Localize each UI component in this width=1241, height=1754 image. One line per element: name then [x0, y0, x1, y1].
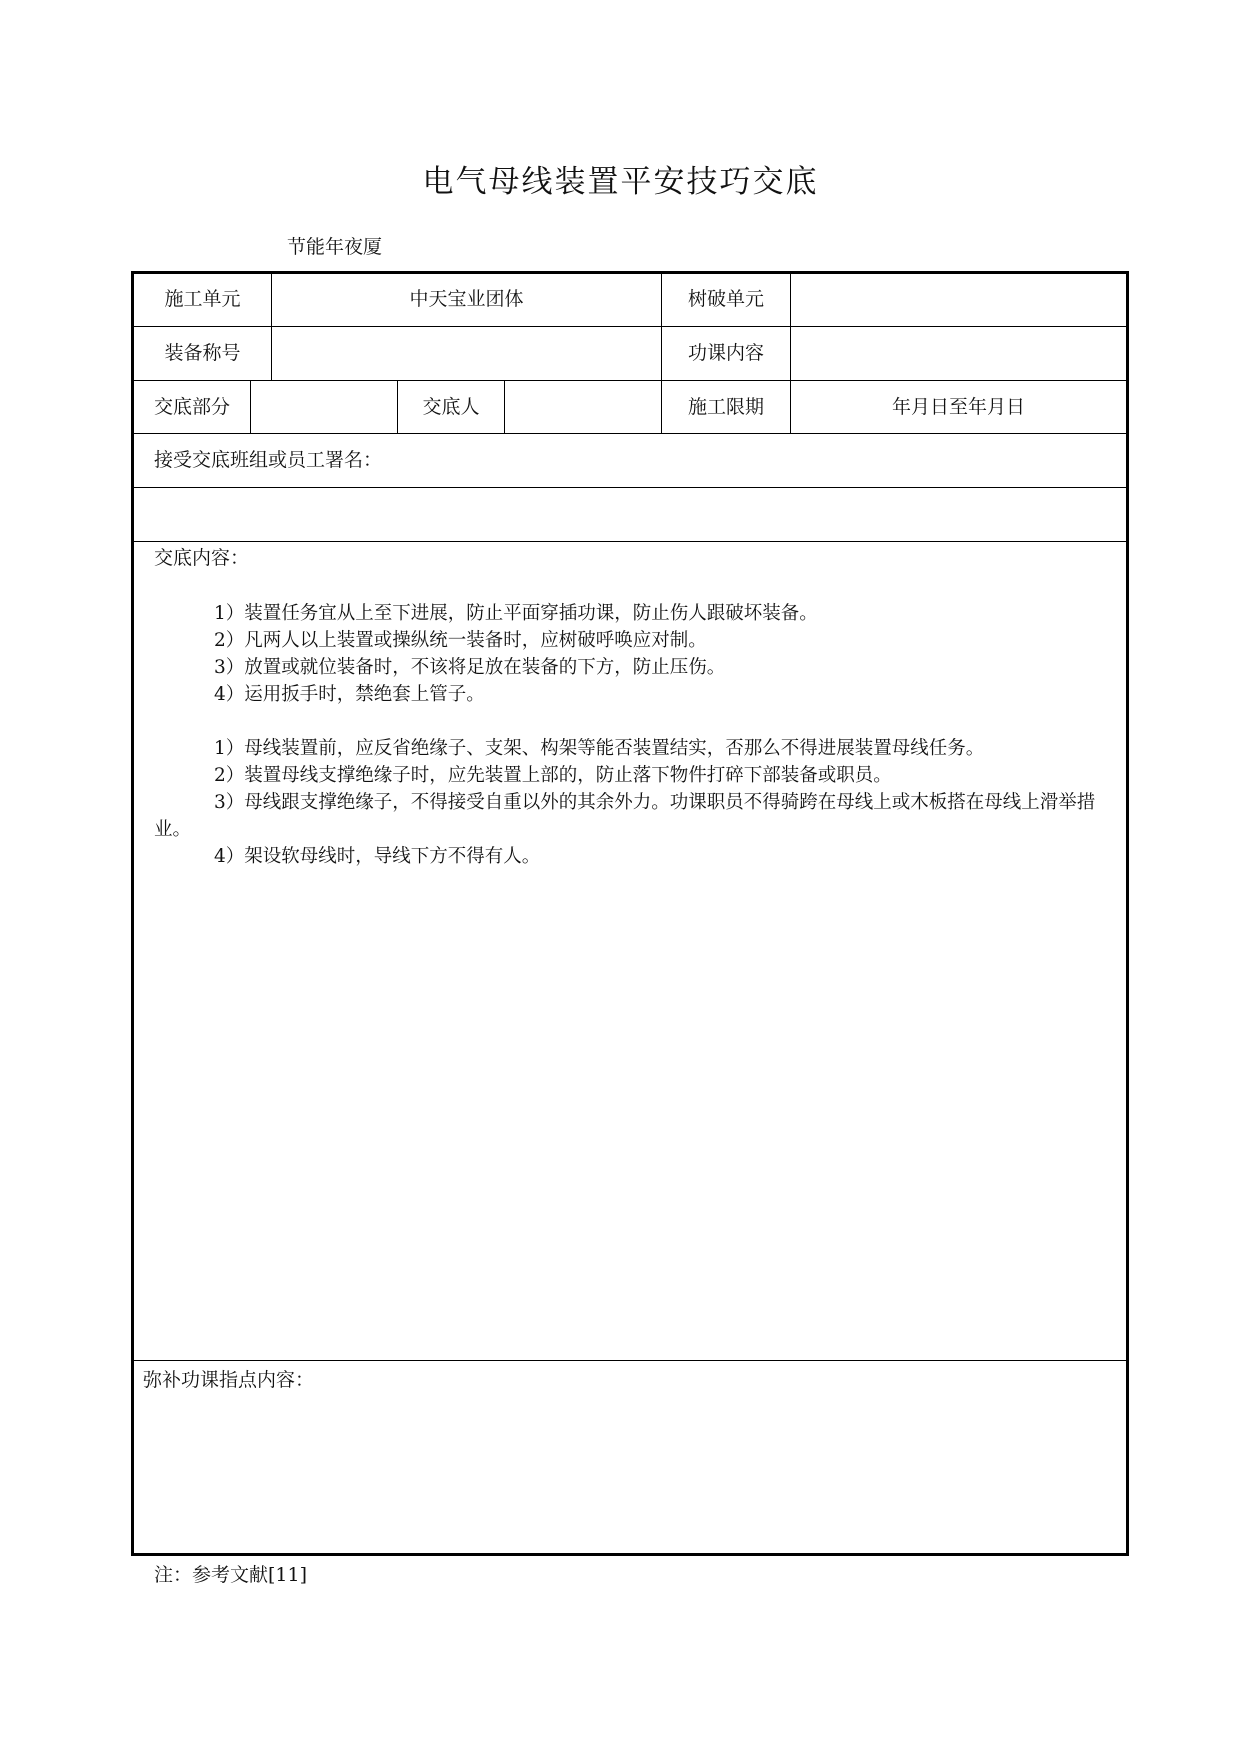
signature-area[interactable]	[134, 487, 1126, 541]
footnote: 注：参考文献[11]	[154, 1564, 308, 1586]
content-item: 2）凡两人以上装置或操纵统一装备时，应树破呼唤应对制。	[214, 630, 707, 651]
content-item: 4）架设软母线时，导线下方不得有人。	[214, 846, 541, 867]
construction-unit-value[interactable]: 中天宝业团体	[409, 288, 524, 310]
briefing-content-heading: 交底内容：	[154, 547, 250, 569]
project-name: 节能年夜厦	[287, 236, 383, 258]
content-item: 4）运用扳手时，禁绝套上管子。	[214, 684, 485, 705]
row-divider-6	[134, 1360, 1126, 1361]
supplementary-guidance-label: 弥补功课指点内容：	[143, 1369, 315, 1391]
briefing-content	[154, 548, 1104, 870]
briefing-person-value[interactable]	[505, 380, 661, 434]
content-item: 2）装置母线支撑绝缘子时，应先装置上部的，防止落下物件打碎下部装备或职员。	[214, 765, 892, 786]
construction-period-value[interactable]: 年月日至年月日	[891, 396, 1025, 418]
work-content-label: 功课内容	[687, 342, 764, 364]
work-content-value[interactable]	[791, 326, 1126, 380]
equipment-name-label: 装备称号	[164, 342, 241, 364]
equipment-name-value[interactable]	[272, 326, 661, 380]
content-item: 1）母线装置前，应反省绝缘子、支架、构架等能否装置结实，否那么不得进展装置母线任务。	[214, 738, 985, 759]
construction-period-label: 施工限期	[687, 396, 764, 418]
briefing-department-label: 交底部分	[153, 396, 230, 418]
row-divider-5	[134, 541, 1126, 542]
document-title: 电气母线装置平安技巧交底	[422, 164, 819, 200]
content-item: 3）母线跟支撑绝缘子，不得接受自重以外的其余外力。功课职员不得骑跨在母线上或木板搭在母线上滑举措业。	[154, 792, 1096, 840]
signature-label: 接受交底班组或员工署名：	[154, 449, 383, 471]
construction-unit-label: 施工单元	[164, 288, 241, 310]
briefing-department-value[interactable]	[251, 380, 397, 434]
content-item: 3）放置或就位装备时，不该将足放在装备的下方，防止压伤。	[214, 657, 726, 678]
establishing-unit-label: 树破单元	[687, 288, 764, 310]
briefing-person-label: 交底人	[422, 396, 480, 418]
content-item: 1）装置任务宜从上至下进展，防止平面穿插功课，防止伤人跟破坏装备。	[214, 603, 818, 624]
establishing-unit-value[interactable]	[791, 272, 1126, 326]
